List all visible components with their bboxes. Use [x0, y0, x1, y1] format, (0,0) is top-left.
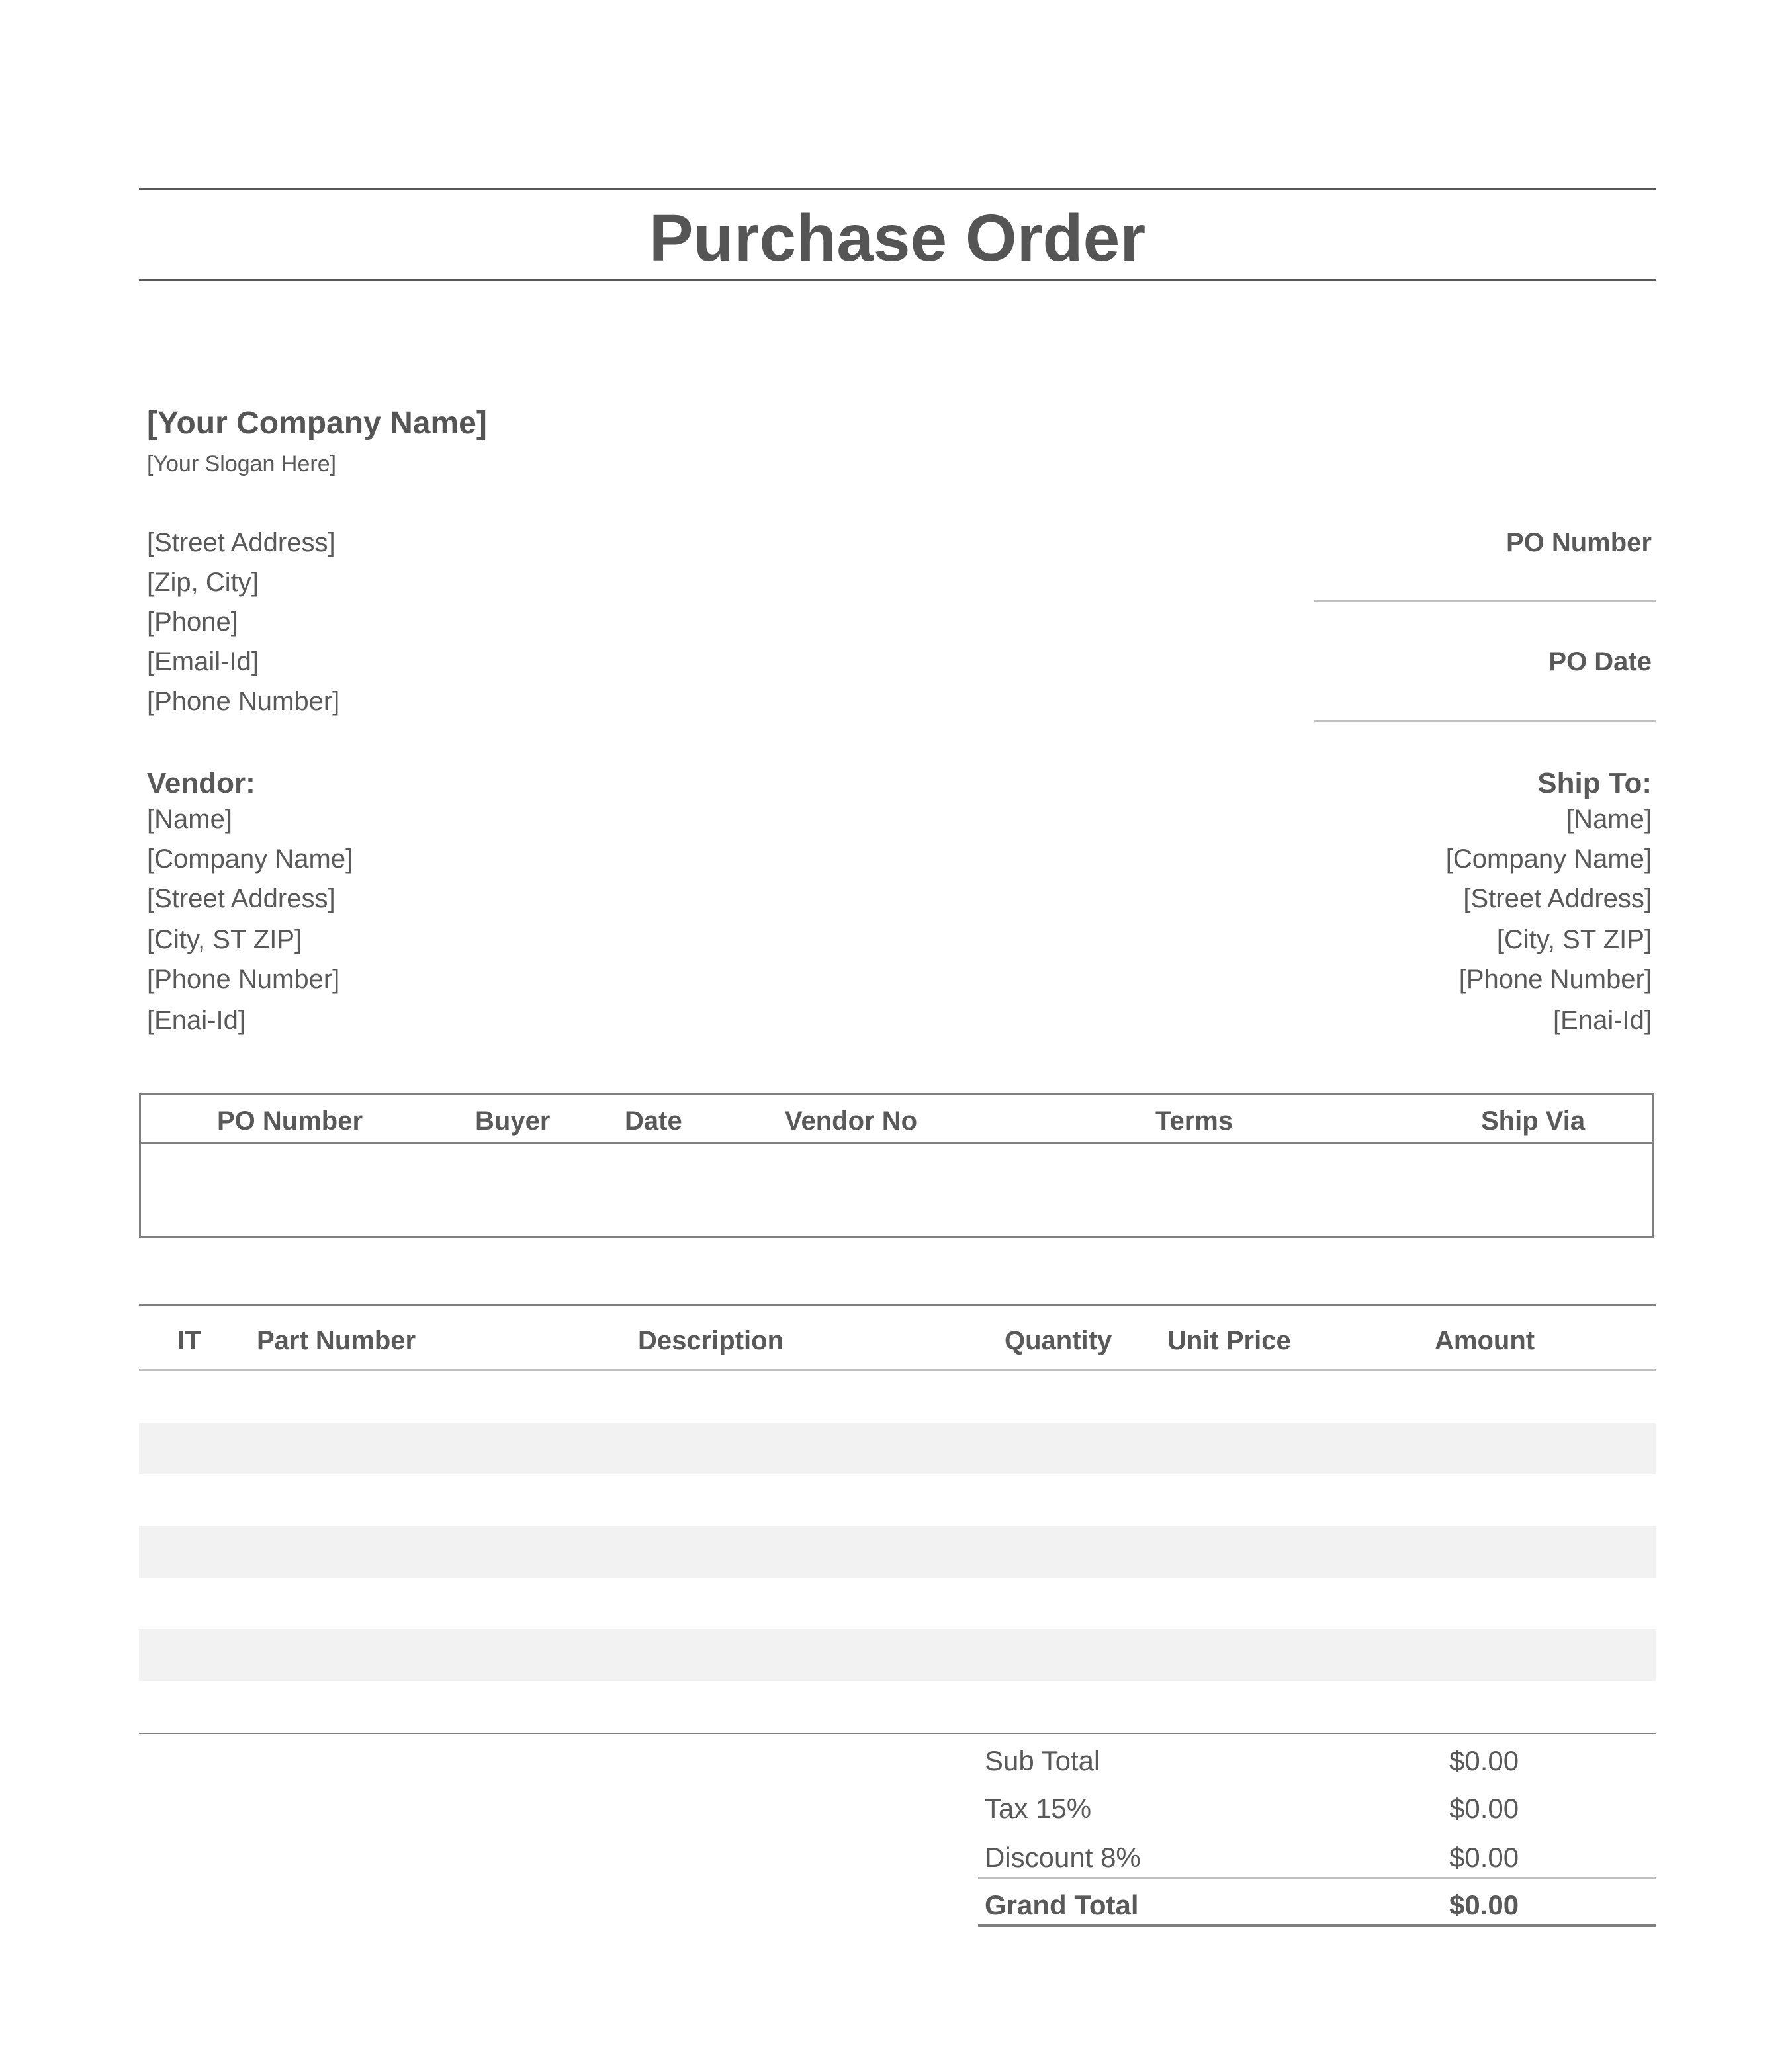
- vendor-name: [Name]: [147, 805, 232, 834]
- items-header-part-number: Part Number: [257, 1326, 416, 1355]
- company-zip-city: [Zip, City]: [147, 568, 259, 597]
- info-header-ship-via: Ship Via: [1481, 1106, 1586, 1136]
- title-top-rule: [139, 188, 1656, 190]
- items-header-unit-price: Unit Price: [1167, 1326, 1291, 1355]
- info-header-po-number: PO Number: [217, 1106, 363, 1136]
- page-title: Purchase Order: [649, 201, 1146, 275]
- ship-to-email: [Enai-Id]: [1553, 1006, 1652, 1035]
- po-number-label: PO Number: [1505, 528, 1652, 557]
- company-email: [Email-Id]: [147, 647, 259, 676]
- vendor-company-name: [Company Name]: [147, 844, 353, 874]
- title-bottom-rule: [139, 279, 1656, 281]
- company-name: [Your Company Name]: [147, 406, 487, 441]
- po-date-field[interactable]: [1314, 720, 1656, 722]
- ship-to-street-address: [Street Address]: [1463, 884, 1652, 913]
- vendor-city-st-zip: [City, ST ZIP]: [147, 925, 302, 954]
- items-table-top-rule: [139, 1304, 1656, 1306]
- table-row[interactable]: [139, 1526, 1656, 1578]
- company-street-address: [Street Address]: [147, 528, 336, 557]
- items-header-amount: Amount: [1435, 1326, 1535, 1355]
- table-row[interactable]: [139, 1629, 1656, 1681]
- grand-total-label: Grand Total: [985, 1889, 1139, 1920]
- grand-total-value: $0.00: [1449, 1889, 1519, 1920]
- vendor-heading: Vendor:: [147, 767, 255, 799]
- po-number-field[interactable]: [1314, 600, 1656, 602]
- info-header-terms: Terms: [1155, 1106, 1233, 1136]
- tax-label: Tax 15%: [985, 1793, 1092, 1824]
- order-info-row[interactable]: [141, 1144, 1652, 1235]
- grand-total-bottom-rule: [978, 1924, 1656, 1927]
- sub-total-label: Sub Total: [985, 1745, 1100, 1776]
- items-header-rule: [139, 1369, 1656, 1371]
- company-slogan: [Your Slogan Here]: [147, 451, 337, 476]
- info-header-date: Date: [625, 1106, 682, 1136]
- table-row[interactable]: [139, 1578, 1656, 1629]
- ship-to-city-st-zip: [City, ST ZIP]: [1496, 925, 1652, 954]
- table-row[interactable]: [139, 1474, 1656, 1526]
- info-header-buyer: Buyer: [475, 1106, 551, 1136]
- ship-to-name: [Name]: [1566, 805, 1652, 834]
- items-header-it: IT: [177, 1326, 201, 1355]
- info-header-vendor-no: Vendor No: [785, 1106, 918, 1136]
- ship-to-phone-number: [Phone Number]: [1458, 965, 1652, 994]
- table-row[interactable]: [139, 1681, 1656, 1733]
- vendor-email: [Enai-Id]: [147, 1006, 246, 1035]
- table-row[interactable]: [139, 1423, 1656, 1474]
- items-header-quantity: Quantity: [1005, 1326, 1112, 1355]
- vendor-phone-number: [Phone Number]: [147, 965, 340, 994]
- sub-total-value: $0.00: [1449, 1745, 1519, 1776]
- discount-label: Discount 8%: [985, 1842, 1141, 1873]
- vendor-street-address: [Street Address]: [147, 884, 336, 913]
- ship-to-company-name: [Company Name]: [1445, 844, 1652, 874]
- company-phone-number: [Phone Number]: [147, 687, 340, 716]
- grand-total-top-rule: [978, 1877, 1656, 1879]
- tax-value: $0.00: [1449, 1793, 1519, 1824]
- discount-value: $0.00: [1449, 1842, 1519, 1873]
- po-date-label: PO Date: [1548, 647, 1652, 676]
- company-phone: [Phone]: [147, 608, 238, 637]
- items-header-description: Description: [638, 1326, 784, 1355]
- items-table-bottom-rule: [139, 1733, 1656, 1734]
- ship-to-heading: Ship To:: [1537, 767, 1652, 799]
- table-row[interactable]: [139, 1371, 1656, 1423]
